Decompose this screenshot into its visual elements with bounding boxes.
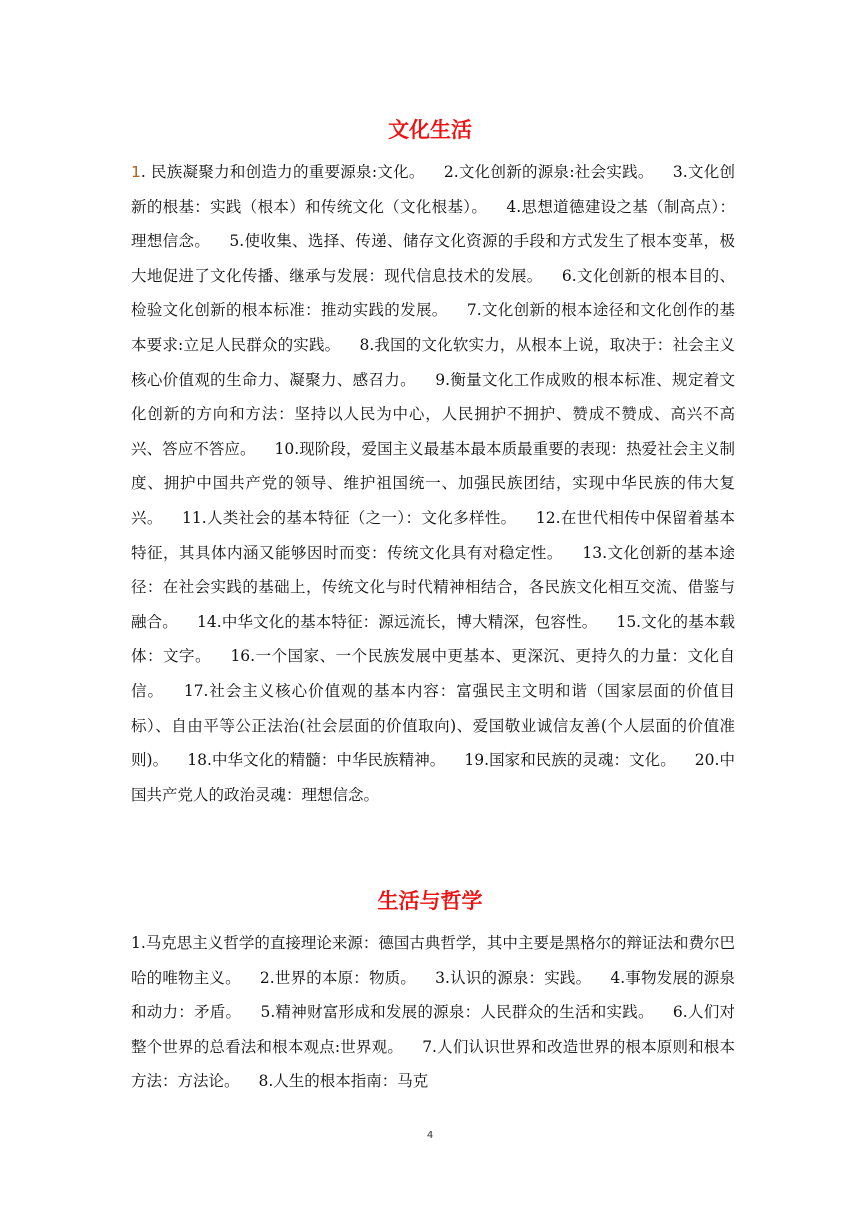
list-item: 7.文化创新的根本途径和文化创作的基本要求:立足人民群众的实践。 [131,301,735,354]
list-item: 9.衡量文化工作成败的根本标准、规定着文化创新的方向和方法：坚持以人民为中心，人民拥护不拥护、赞成不赞成、高兴不高兴、答应不答应。 [131,370,735,458]
list-item: 8.人生的根本指南：马克 [258,1072,429,1091]
list-item: 20.中国共产党人的政治灵魂：理想信念。 [131,751,736,804]
list-item: 7.人们认识世界和改造世界的根本原则和根本方法：方法论。 [131,1037,735,1091]
list-item: 19.国家和民族的灵魂：文化。 [464,751,676,770]
list-item: 2.文化创新的源泉:社会实践。 [443,163,654,181]
list-item: 1. 民族凝聚力和创造力的重要源泉:文化。 [131,163,425,181]
section-body-culture [131,155,735,812]
list-item: 12.在世代相传中保留着基本特征，其具体内涵又能够因时而变：传统文化具有对稳定性。 [131,508,735,562]
list-item: 8.我国的文化软实力，从根本上说，取决于：社会主义核心价值观的生命力、凝聚力、感召力。 [131,335,735,389]
list-item: 6.人们对整个世界的总看法和根本观点:世界观。 [131,1003,735,1056]
list-item: 6.文化创新的根本目的、检验文化创新的根本标准：推动实践的发展。 [131,266,735,320]
list-item: 14.中华文化的基本特征：源远流长，博大精深，包容性。 [197,612,598,631]
list-item: 5.使收集、选择、传递、储存文化资源的手段和方式发生了根本变革，极大地促进了文化传播、继承与发展：现代信息技术的发展。 [131,232,735,285]
list-item: 15.文化的基本载体：文字。 [131,612,735,666]
list-item: 3.文化创新的根基：实践（根本）和传统文化（文化根基）。 [131,163,735,216]
list-item: 10.现阶段，爱国主义最基本最本质最重要的表现：热爱社会主义制度、拥护中国共产党的领导、维护祖国统一、加强民族团结，实现中华民族的伟大复兴。 [131,439,735,527]
section-body-philosophy [131,926,735,1099]
list-item: 17.社会主义核心价值观的基本内容：富强民主文明和谐（国家层面的价值目标）、自由平等公正法治(社会层面的价值取向)、爱国敬业诚信友善(个人层面的价值准则)。 [131,681,735,770]
section-title-culture: 文化生活 [388,118,472,142]
list-item: 3.认识的源泉：实践。 [435,968,592,987]
list-item: 18.中华文化的精髓：中华民族精神。 [187,751,446,770]
list-item-number: 1 [131,163,141,181]
page-number: 4 [426,1130,434,1141]
list-item: 5.精神财富形成和发展的源泉：人民群众的生活和实践。 [260,1003,654,1022]
section-title-philosophy: 生活与哲学 [377,889,483,913]
list-item: 1.马克思主义哲学的直接理论来源：德国古典哲学，其中主要是黑格尔的辩证法和费尔巴哈的唯物主义。 [131,934,735,987]
list-item: 4.思想道德建设之基（制高点）：理想信念。 [131,197,735,251]
list-item: 16.一个国家、一个民族发展中更基本、更深沉、更持久的力量：文化自信。 [131,647,735,700]
list-item: 11.人类社会的基本特征（之一）：文化多样性。 [182,508,517,527]
list-item: 13.文化创新的基本途径：在社会实践的基础上，传统文化与时代精神相结合，各民族文化相互交流、借鉴与融合。 [131,543,735,631]
list-item: 4.事物发展的源泉和动力：矛盾。 [131,968,735,1022]
list-item: 2.世界的本原：物质。 [259,968,417,987]
